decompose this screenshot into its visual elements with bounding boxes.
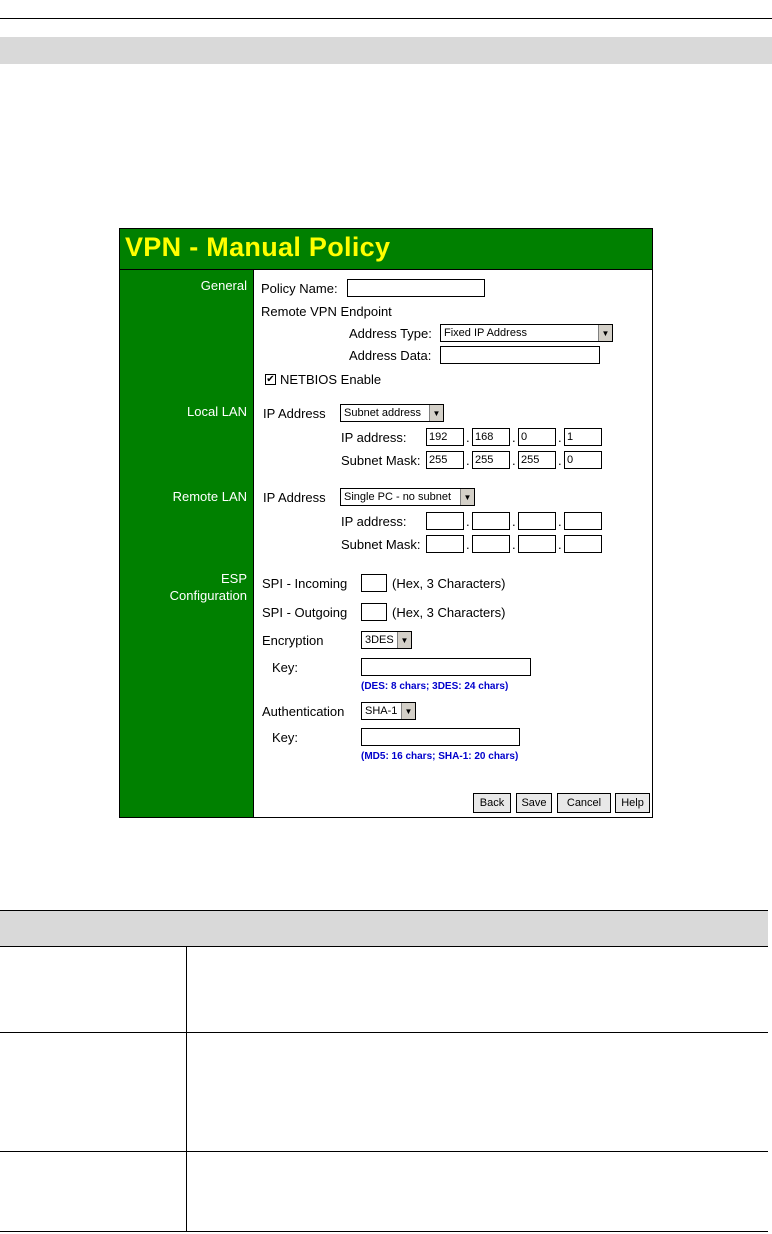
local-ip-type-select[interactable] (340, 404, 444, 422)
remote-ip-address-label: IP Address (263, 490, 326, 505)
dot-separator: . (558, 537, 562, 552)
remote-ip-type-select[interactable] (340, 488, 475, 506)
address-data-label: Address Data: (349, 348, 432, 363)
section-esp: ESP (220, 571, 247, 586)
dot-separator: . (512, 453, 516, 468)
section-general: General (200, 278, 247, 293)
chevron-down-icon[interactable]: ▼ (598, 325, 612, 341)
authentication-key-label: Key: (272, 730, 299, 745)
local-ip-label: IP address: (341, 430, 407, 445)
local-ip-octet-3[interactable] (518, 428, 556, 446)
remote-mask-octet-4[interactable] (564, 535, 602, 553)
spi-outgoing-input[interactable] (361, 603, 387, 621)
local-ip-octet-4[interactable] (564, 428, 602, 446)
authentication-label: Authentication (262, 704, 345, 719)
spi-incoming-hint: (Hex, 3 Characters) (392, 576, 506, 591)
dot-separator: . (558, 514, 562, 529)
save-button[interactable]: Save (516, 793, 552, 813)
encryption-label: Encryption (262, 633, 324, 648)
local-mask-octet-1[interactable] (426, 451, 464, 469)
local-mask-label: Subnet Mask: (341, 453, 421, 468)
chevron-down-icon[interactable]: ▼ (401, 703, 415, 719)
check-icon: ✔ (266, 374, 275, 385)
encryption-key-input[interactable] (361, 658, 531, 676)
local-ip-address-label: IP Address (263, 406, 326, 421)
dot-separator: . (512, 537, 516, 552)
dot-separator: . (466, 430, 470, 445)
address-data-input[interactable] (440, 346, 600, 364)
remote-ip-octet-3[interactable] (518, 512, 556, 530)
local-mask-octet-2[interactable] (472, 451, 510, 469)
cancel-button[interactable]: Cancel (557, 793, 611, 813)
section-remote-lan: Remote LAN (172, 489, 247, 504)
panel-titlebar (120, 229, 652, 270)
encryption-key-hint: (DES: 8 chars; 3DES: 24 chars) (361, 681, 509, 692)
local-ip-octet-2[interactable] (472, 428, 510, 446)
remote-vpn-endpoint-label: Remote VPN Endpoint (261, 304, 392, 319)
chevron-down-icon[interactable]: ▼ (429, 405, 443, 421)
authentication-key-input[interactable] (361, 728, 520, 746)
remote-ip-octet-2[interactable] (472, 512, 510, 530)
spi-incoming-input[interactable] (361, 574, 387, 592)
dot-separator: . (512, 430, 516, 445)
remote-ip-label: IP address: (341, 514, 407, 529)
remote-ip-octet-4[interactable] (564, 512, 602, 530)
section-esp-configuration: Configuration (169, 588, 247, 603)
encryption-value: 3DES (365, 634, 394, 646)
section-sidebar (120, 270, 254, 817)
dot-separator: . (558, 453, 562, 468)
local-ip-type-value: Subnet address (344, 407, 422, 419)
dot-separator: . (466, 453, 470, 468)
spi-incoming-label: SPI - Incoming (262, 576, 348, 591)
dot-separator: . (558, 430, 562, 445)
remote-ip-octet-1[interactable] (426, 512, 464, 530)
table-header (0, 910, 768, 947)
address-type-value: Fixed IP Address (444, 327, 527, 339)
remote-mask-octet-2[interactable] (472, 535, 510, 553)
table-column-divider (186, 947, 187, 1232)
local-mask-octet-3[interactable] (518, 451, 556, 469)
remote-mask-octet-1[interactable] (426, 535, 464, 553)
section-local-lan: Local LAN (187, 404, 247, 419)
remote-mask-octet-3[interactable] (518, 535, 556, 553)
address-type-label: Address Type: (349, 326, 432, 341)
remote-ip-type-value: Single PC - no subnet (344, 491, 452, 503)
panel-title: VPN - Manual Policy (125, 232, 391, 262)
dot-separator: . (466, 514, 470, 529)
encryption-select[interactable] (361, 631, 412, 649)
table-row-divider (0, 1032, 768, 1033)
local-ip-octet-1[interactable] (426, 428, 464, 446)
help-button[interactable]: Help (615, 793, 650, 813)
policy-name-input[interactable] (347, 279, 485, 297)
authentication-select[interactable] (361, 702, 416, 720)
chevron-down-icon[interactable]: ▼ (460, 489, 474, 505)
back-button[interactable]: Back (473, 793, 511, 813)
section-heading-band (0, 37, 772, 64)
table-bottom-rule (0, 1231, 768, 1232)
spi-outgoing-hint: (Hex, 3 Characters) (392, 605, 506, 620)
netbios-enable-label: NETBIOS Enable (280, 372, 382, 387)
table-row-divider (0, 1151, 768, 1152)
local-mask-octet-4[interactable] (564, 451, 602, 469)
netbios-checkbox[interactable] (265, 374, 276, 385)
authentication-key-hint: (MD5: 16 chars; SHA-1: 20 chars) (361, 751, 519, 762)
page-header-rule (0, 18, 772, 19)
address-type-select[interactable] (440, 324, 613, 342)
remote-mask-label: Subnet Mask: (341, 537, 421, 552)
chevron-down-icon[interactable]: ▼ (397, 632, 411, 648)
spi-outgoing-label: SPI - Outgoing (262, 605, 348, 620)
authentication-value: SHA-1 (365, 705, 398, 717)
encryption-key-label: Key: (272, 660, 299, 675)
vpn-manual-policy-panel (119, 228, 653, 818)
policy-name-label: Policy Name: (261, 281, 338, 296)
dot-separator: . (466, 537, 470, 552)
dot-separator: . (512, 514, 516, 529)
